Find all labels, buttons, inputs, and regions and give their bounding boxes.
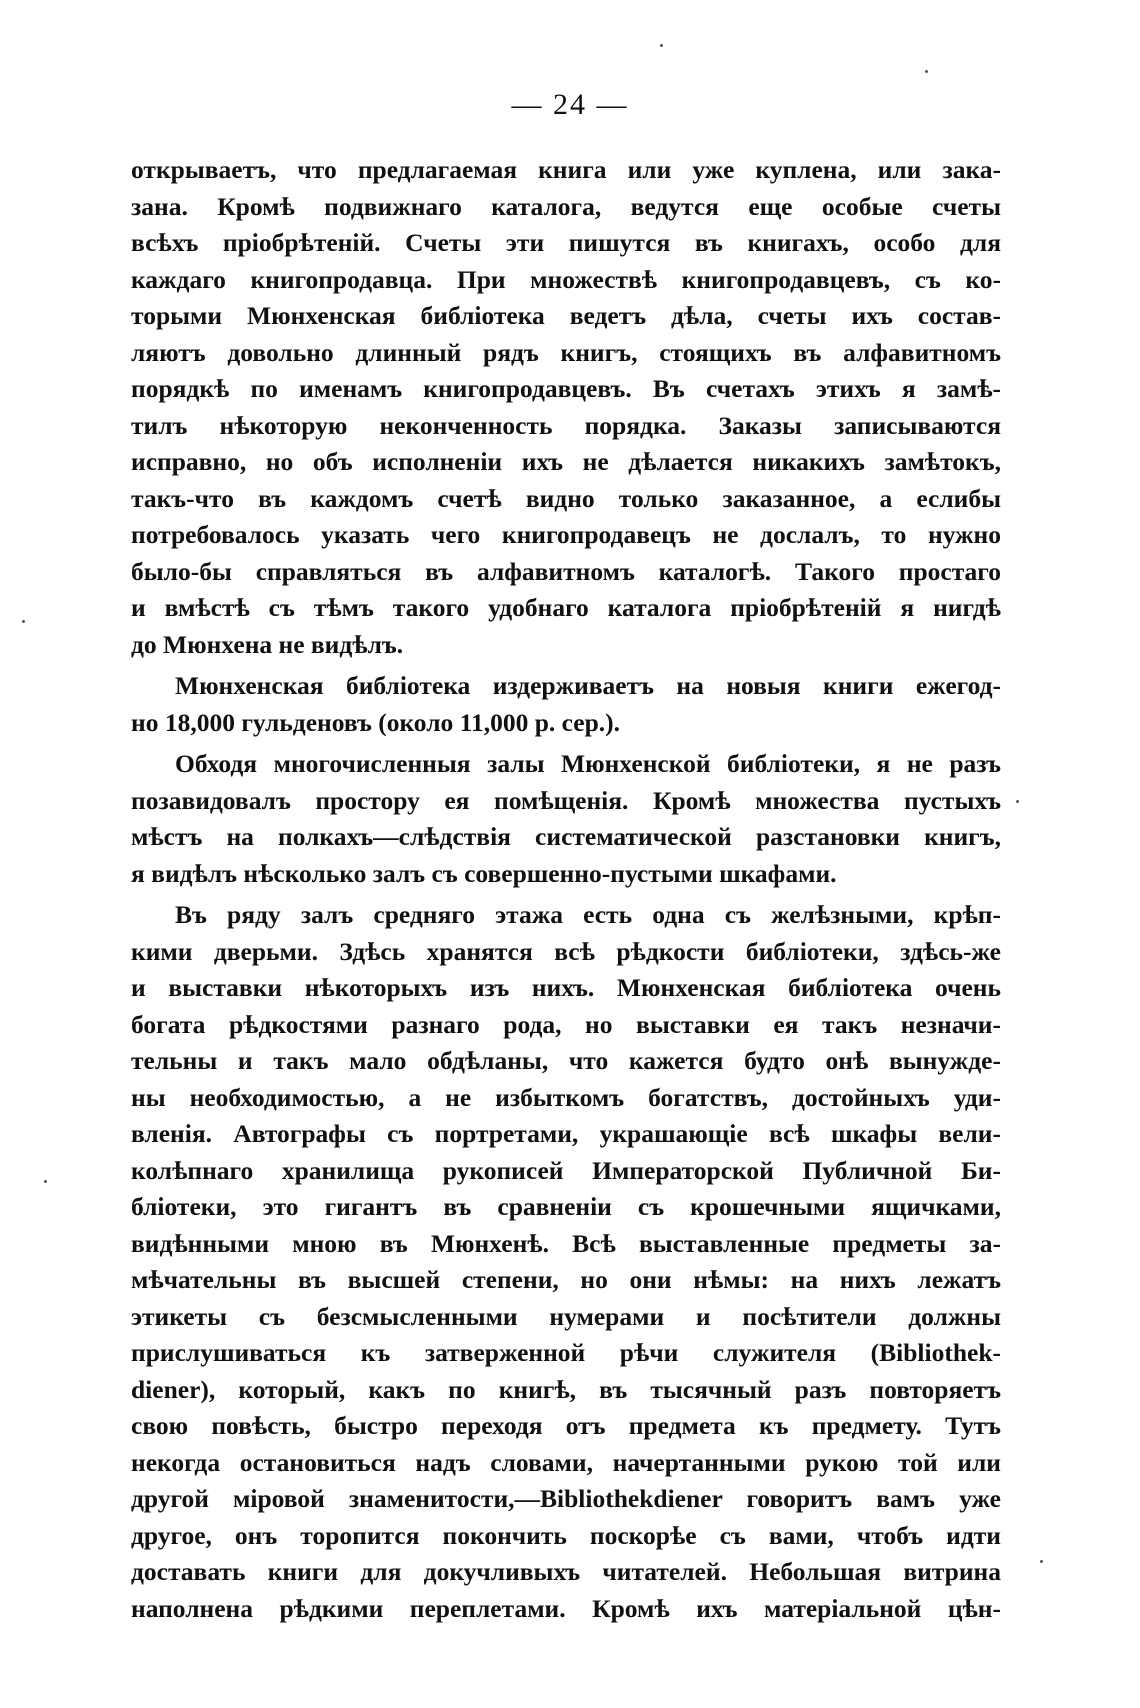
text-line: прислушиваться къ затверженной рѣчи служителя (Bibliothek- [131,1338,1001,1367]
text-line: Обходя многочисленныя залы Мюнхенской библіотеки, я не разъ [175,749,1001,778]
text-line: до Мюнхена не видѣлъ. [131,629,404,659]
text-line: тилъ нѣкоторую неконченность порядка. Заказы записываются [131,410,1001,440]
text-line: богата рѣдкостями разнаго рода, но выставки ея такъ незначи- [131,1009,1001,1039]
text-line: доставать книги для докучливыхъ читателей. Небольшая витрина [131,1557,1001,1586]
paragraph-1 [131,152,1001,663]
scan-speck [1040,1560,1043,1563]
text-line: Мюнхенская библіотека издерживаетъ на новыя книги ежегод- [175,671,1001,700]
text-line: мѣстъ на полкахъ—слѣдствія систематической разстановки книгъ, [131,822,1001,851]
text-line: наполнена рѣдкими переплетами. Кромѣ ихъ матеріальной цѣн- [131,1593,1001,1623]
text-line: было-бы справляться въ алфавитномъ каталогѣ. Такого простаго [131,556,1001,586]
text-line: зана. Кромѣ подвижнаго каталога, ведутся еще особые счеты [131,191,1001,221]
text-line: исправно, но объ исполненіи ихъ не дѣлается никакихъ замѣтокъ, [131,447,1001,476]
text-line: видѣнными мною въ Мюнхенѣ. Всѣ выставленные предметы за- [131,1228,1001,1258]
text-line: позавидовалъ простору ея помѣщенія. Кромѣ множества пустыхъ [131,785,1001,815]
scan-speck [660,44,663,47]
text-line: каждаго книгопродавца. При множествѣ книгопродавцевъ, съ ко- [131,264,1001,294]
text-line: Въ ряду залъ средняго этажа есть одна съ желѣзными, крѣп- [175,900,1001,929]
text-line: открываетъ, что предлагаемая книга или уже куплена, или зака- [131,155,1001,184]
page-number: — 24 — [511,88,629,121]
text-line: порядкѣ по именамъ книгопродавцевъ. Въ счетахъ этихъ я замѣ- [131,374,1001,403]
text-line: колѣпнаго хранилища рукописей Императорской Публичной Би- [131,1155,1001,1185]
text-line: вленія. Автографы съ портретами, украшающіе всѣ шкафы вели- [131,1119,1001,1148]
text-line: некогда остановиться надъ словами, начертанными рукою той или [131,1447,1001,1477]
body-text [131,152,1001,1627]
text-line: тельны и такъ мало обдѣланы, что кажется будто онѣ вынужде- [131,1046,1001,1075]
paragraph-2 [131,668,1001,741]
text-line: но 18,000 гульденовъ (около 11,000 р. сер.). [131,707,621,737]
text-line: мѣчательны въ высшей степени, но они нѣмы: на нихъ лежатъ [131,1265,1001,1294]
scan-speck [1016,800,1019,803]
text-line: другое, онъ торопится покончить поскорѣе съ вами, чтобъ идти [131,1520,1001,1550]
paragraph-4 [131,897,1001,1627]
text-line: ны необходимостью, а не избыткомъ богатствъ, достойныхъ уди- [131,1082,1001,1112]
text-line: потребовалось указать чего книгопродавецъ не дослалъ, то нужно [131,520,1001,549]
text-line: и выставки нѣкоторыхъ изъ нихъ. Мюнхенская библіотека очень [131,973,1001,1002]
text-line: diener), который, какъ по книгѣ, въ тысячный разъ повторяетъ [131,1374,1001,1404]
text-line: кими дверьми. Здѣсь хранятся всѣ рѣдкости библіотеки, здѣсь-же [131,936,1001,966]
scan-speck [925,70,928,73]
text-line: и вмѣстѣ съ тѣмъ такого удобнаго каталога пріобрѣтеній я нигдѣ [131,593,1001,622]
text-line: этикеты съ безсмысленными нумерами и посѣтители должны [131,1301,1001,1331]
text-line: такъ-что въ каждомъ счетѣ видно только заказанное, а еслибы [131,483,1001,513]
scan-speck [22,620,25,623]
text-line: я видѣлъ нѣсколько залъ съ совершенно-пустыми шкафами. [131,858,837,888]
scan-speck [44,1180,47,1183]
text-line: свою повѣсть, быстро переходя отъ предмета къ предмету. Тутъ [131,1411,1001,1440]
text-line: торыми Мюнхенская библіотека ведетъ дѣла, счеты ихъ состав- [131,301,1001,330]
text-line: всѣхъ пріобрѣтеній. Счеты эти пишутся въ книгахъ, особо для [131,228,1001,257]
paragraph-3 [131,746,1001,892]
text-line: другой міровой знаменитости,—Bibliothekdiener говоритъ вамъ уже [131,1484,1001,1513]
text-line: ляютъ довольно длинный рядъ книгъ, стоящихъ въ алфавитномъ [131,337,1001,367]
text-line: бліотеки, это гигантъ въ сравненіи съ крошечными ящичками, [131,1192,1001,1221]
